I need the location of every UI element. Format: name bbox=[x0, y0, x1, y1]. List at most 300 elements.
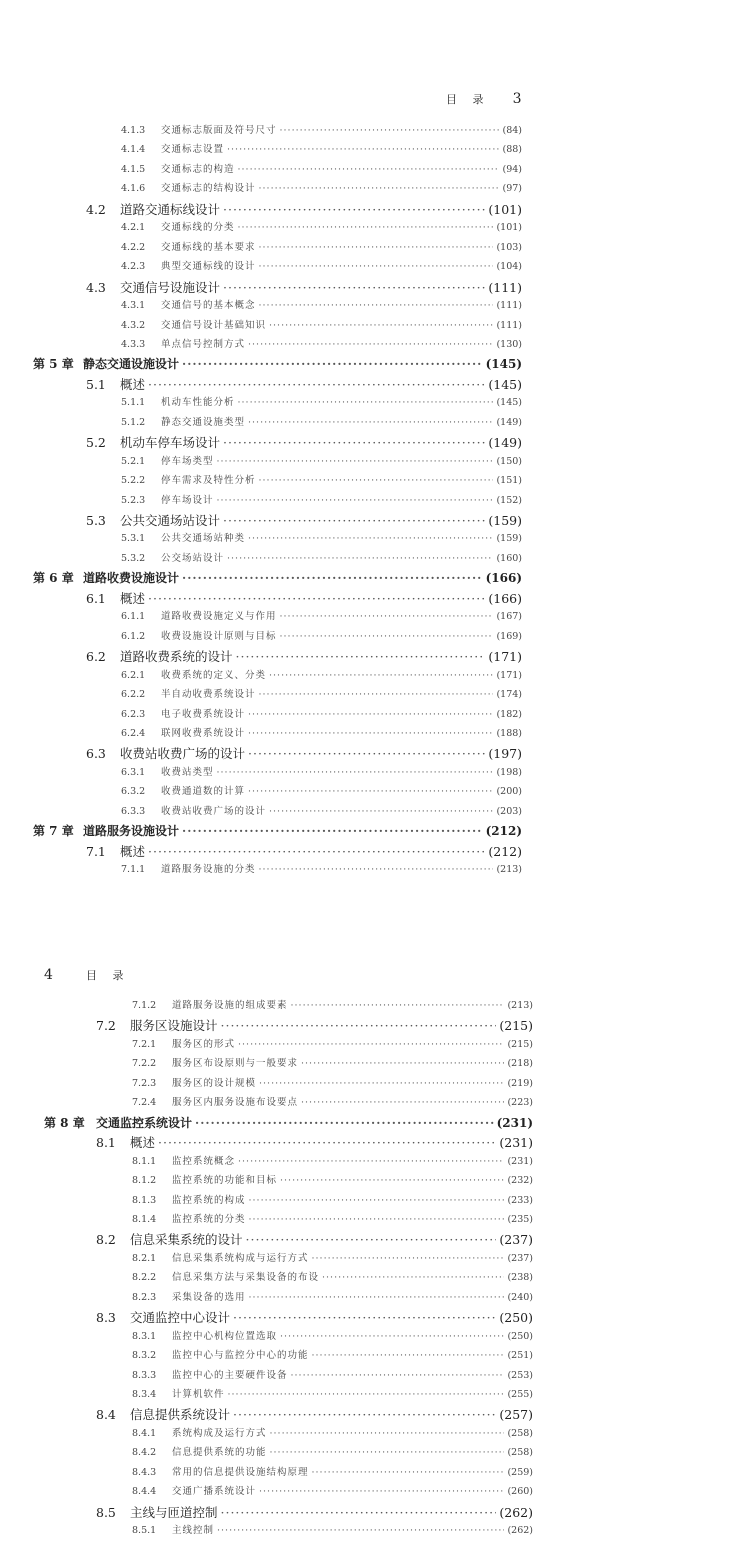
toc-entry-number: 4.1.4 bbox=[121, 144, 146, 156]
toc-entry-number: 第 5 章 bbox=[33, 357, 74, 372]
toc-entry bbox=[132, 1483, 533, 1497]
toc-entry bbox=[132, 1211, 533, 1225]
toc-entry-title: 主线控制 bbox=[172, 1525, 215, 1537]
toc-entry-title: 交通标志的结构设计 bbox=[161, 183, 256, 195]
toc-entry bbox=[86, 842, 522, 860]
dot-leader bbox=[259, 864, 494, 875]
toc-entry bbox=[86, 589, 522, 607]
toc-entry-page: (258) bbox=[507, 1447, 533, 1459]
dot-leader bbox=[148, 591, 485, 606]
toc-entry-number: 7.1.1 bbox=[121, 864, 146, 876]
toc-entry bbox=[96, 1133, 533, 1151]
toc-entry-page: (213) bbox=[507, 1000, 533, 1011]
toc-entry bbox=[132, 1172, 533, 1186]
toc-entry-number: 4.2 bbox=[86, 201, 106, 217]
toc-entry-title: 交通标志设置 bbox=[161, 144, 225, 156]
toc-entry-number: 8.1.1 bbox=[132, 1155, 157, 1167]
toc-entry-title: 概述 bbox=[130, 1135, 156, 1151]
toc-entry-page: (159) bbox=[488, 513, 522, 528]
toc-entry-page: (240) bbox=[507, 1291, 533, 1303]
toc-entry-title: 交通广播系统设计 bbox=[172, 1486, 257, 1498]
dot-leader bbox=[269, 320, 493, 331]
toc-entry-number: 7.2.1 bbox=[132, 1038, 157, 1050]
dot-leader bbox=[259, 300, 494, 311]
toc-entry-title: 公交场站设计 bbox=[161, 552, 225, 564]
toc-entry-title: 监控中心机构位置选取 bbox=[172, 1330, 278, 1342]
toc-entry-number: 8.2 bbox=[96, 1232, 116, 1248]
dot-leader bbox=[233, 1310, 496, 1325]
toc-entry-number: 5.1 bbox=[86, 376, 106, 392]
toc-entry-page: (219) bbox=[507, 1077, 533, 1089]
toc-entry-number: 4.2.2 bbox=[121, 241, 146, 253]
dot-leader bbox=[301, 1058, 504, 1069]
toc-entry-number: 4.2.3 bbox=[121, 261, 146, 273]
toc-entry-page: (251) bbox=[507, 1350, 533, 1362]
toc-entry-page: (101) bbox=[488, 201, 522, 217]
toc-entry-page: (212) bbox=[485, 824, 522, 839]
toc-entry-title: 收费设施设计原则与目标 bbox=[161, 630, 277, 642]
dot-leader bbox=[280, 125, 500, 136]
toc-entry-number: 8.4.1 bbox=[132, 1427, 157, 1439]
toc-entry-page: (169) bbox=[496, 630, 522, 642]
toc-entry bbox=[121, 550, 522, 564]
toc-entry-page: (150) bbox=[496, 455, 522, 467]
dot-leader bbox=[280, 611, 494, 622]
toc-entry-page: (171) bbox=[488, 649, 522, 665]
dot-leader bbox=[322, 1272, 504, 1283]
toc-entry-page: (231) bbox=[507, 1155, 533, 1167]
dot-leader bbox=[301, 1097, 504, 1108]
toc-entry bbox=[132, 1055, 533, 1069]
toc-entry-number: 8.2.2 bbox=[132, 1272, 157, 1284]
toc-entry-number: 8.5.1 bbox=[132, 1525, 157, 1537]
toc-entry-title: 监控系统的功能和目标 bbox=[172, 1175, 278, 1187]
toc-entry bbox=[96, 1503, 533, 1521]
toc-entry bbox=[121, 394, 522, 408]
toc-entry-number: 7.2.3 bbox=[132, 1077, 157, 1089]
toc-entry-title: 道路收费系统的设计 bbox=[120, 649, 233, 665]
toc-entry bbox=[96, 1405, 533, 1423]
toc-entry bbox=[132, 1192, 533, 1206]
toc-entry-number: 6.1 bbox=[86, 590, 106, 606]
toc-entry-page: (253) bbox=[507, 1369, 533, 1381]
dot-leader bbox=[312, 1350, 505, 1361]
dot-leader bbox=[238, 1156, 504, 1167]
toc-entry-page: (255) bbox=[507, 1389, 533, 1400]
dot-leader bbox=[148, 377, 485, 392]
dot-leader bbox=[248, 339, 493, 350]
toc-entry-title: 收费站收费广场的设计 bbox=[120, 746, 246, 762]
header-label: 目 录 bbox=[446, 93, 490, 106]
toc-entry-page: (188) bbox=[496, 727, 522, 739]
toc-entry-page: (130) bbox=[496, 338, 522, 350]
toc-entry bbox=[132, 1153, 533, 1167]
toc-entry-page: (197) bbox=[488, 746, 522, 762]
dot-leader bbox=[223, 202, 485, 217]
toc-entry-title: 采集设备的选用 bbox=[172, 1291, 246, 1303]
toc-entry bbox=[121, 706, 522, 720]
toc-entry-number: 6.1.2 bbox=[121, 630, 146, 642]
toc-entry-number: 8.1 bbox=[96, 1135, 116, 1151]
toc-entry-number: 5.1.1 bbox=[121, 397, 146, 409]
toc-entry-title: 交通标线的分类 bbox=[161, 222, 235, 234]
toc-entry bbox=[132, 1328, 533, 1342]
toc-entry-page: (213) bbox=[496, 864, 522, 876]
dot-leader bbox=[280, 1175, 504, 1186]
dot-leader bbox=[238, 397, 494, 408]
dot-leader bbox=[280, 1331, 504, 1342]
header-label: 目 录 bbox=[86, 969, 130, 982]
toc-entry-title: 概述 bbox=[120, 843, 146, 859]
toc-entry bbox=[121, 608, 522, 622]
toc-entry-number: 6.2 bbox=[86, 649, 106, 665]
toc-entry-title: 机动车停车场设计 bbox=[120, 435, 221, 451]
toc-entry-title: 信息采集系统构成与运行方式 bbox=[172, 1252, 309, 1264]
toc-entry-title: 收费系统的定义、分类 bbox=[161, 669, 267, 681]
toc-entry-number: 4.1.3 bbox=[121, 125, 146, 136]
toc-entry-page: (145) bbox=[485, 357, 522, 372]
toc-entry-page: (203) bbox=[496, 805, 522, 817]
toc-entry-title: 半自动收费系统设计 bbox=[161, 689, 256, 701]
dot-leader bbox=[223, 513, 485, 528]
toc-entry bbox=[121, 141, 522, 155]
toc-entry-number: 8.1.4 bbox=[132, 1213, 157, 1225]
dot-leader bbox=[158, 1135, 496, 1150]
toc-entry bbox=[121, 686, 522, 700]
toc-entry-title: 静态交通设施类型 bbox=[161, 416, 246, 428]
toc-entry bbox=[33, 822, 522, 839]
toc-entry-title: 联网收费系统设计 bbox=[161, 727, 246, 739]
toc-entry bbox=[132, 1367, 533, 1381]
dot-leader bbox=[223, 435, 485, 450]
toc-entry bbox=[121, 453, 522, 467]
toc-entry-title: 服务区的形式 bbox=[172, 1038, 236, 1050]
toc-entry-page: (223) bbox=[507, 1097, 533, 1109]
toc-entry-number: 7.1.2 bbox=[132, 1000, 157, 1011]
dot-leader bbox=[233, 1407, 496, 1422]
dot-leader bbox=[227, 144, 499, 155]
toc-entry bbox=[132, 1425, 533, 1439]
toc-entry-page: (238) bbox=[507, 1272, 533, 1284]
toc-entry bbox=[121, 122, 522, 136]
toc-entry-page: (111) bbox=[496, 319, 522, 331]
dot-leader bbox=[238, 164, 500, 175]
toc-entry-number: 6.2.4 bbox=[121, 727, 146, 739]
toc-entry-page: (215) bbox=[499, 1018, 533, 1034]
dot-leader bbox=[248, 533, 493, 544]
toc-entry-page: (212) bbox=[488, 843, 522, 859]
toc-entry-page: (262) bbox=[507, 1525, 533, 1537]
toc-entry-title: 电子收费系统设计 bbox=[161, 708, 246, 720]
toc-entry-title: 服务区的设计规模 bbox=[172, 1077, 257, 1089]
toc-entry-page: (250) bbox=[507, 1330, 533, 1342]
dot-leader bbox=[217, 456, 494, 467]
toc-entry-number: 6.3.1 bbox=[121, 766, 146, 778]
toc-entry-title: 道路服务设施的分类 bbox=[161, 864, 256, 876]
toc-entry-title: 常用的信息提供设施结构原理 bbox=[172, 1466, 309, 1478]
toc-entry bbox=[121, 667, 522, 681]
toc-entry-number: 8.4 bbox=[96, 1407, 116, 1423]
dot-leader bbox=[249, 1292, 505, 1303]
toc-entry-title: 道路收费设施设计 bbox=[83, 571, 180, 586]
toc-entry-title: 道路收费设施定义与作用 bbox=[161, 611, 277, 623]
dot-leader bbox=[259, 242, 494, 253]
toc-entry-number: 7.1 bbox=[86, 843, 106, 859]
toc-entry-page: (94) bbox=[502, 163, 522, 175]
toc-entry-title: 交通标志版面及符号尺寸 bbox=[161, 125, 277, 136]
toc-entry-page: (231) bbox=[496, 1115, 533, 1130]
toc-entry bbox=[132, 1522, 533, 1536]
dot-leader bbox=[259, 475, 494, 486]
toc-entry-number: 6.3 bbox=[86, 746, 106, 762]
toc-entry-number: 8.2.3 bbox=[132, 1291, 157, 1303]
toc-entry-page: (235) bbox=[507, 1213, 533, 1225]
dot-leader bbox=[238, 1039, 504, 1050]
toc-entry bbox=[132, 1250, 533, 1264]
toc-entry bbox=[121, 492, 522, 506]
toc-entry-title: 公共交通场站设计 bbox=[120, 513, 221, 528]
toc-entry-number: 8.4.2 bbox=[132, 1447, 157, 1459]
page-number: 4 bbox=[44, 967, 53, 983]
dot-leader bbox=[248, 746, 485, 761]
toc-entry bbox=[132, 1075, 533, 1089]
toc-entry-page: (84) bbox=[502, 125, 522, 136]
dot-leader bbox=[249, 1214, 505, 1225]
toc-entry bbox=[121, 336, 522, 350]
toc-entry-title: 公共交通场站种类 bbox=[161, 533, 246, 545]
toc-entry-number: 5.3 bbox=[86, 513, 106, 528]
toc-entry-title: 计算机软件 bbox=[172, 1389, 225, 1400]
page-header-bottom bbox=[44, 964, 130, 983]
toc-entry bbox=[121, 861, 522, 875]
toc-entry bbox=[96, 1230, 533, 1248]
toc-entry-page: (104) bbox=[496, 261, 522, 273]
toc-entry bbox=[121, 803, 522, 817]
toc-entry-page: (259) bbox=[507, 1466, 533, 1478]
toc-entry-title: 监控系统概念 bbox=[172, 1155, 236, 1167]
toc-entry-number: 第 6 章 bbox=[33, 571, 74, 586]
toc-entry-page: (160) bbox=[496, 552, 522, 564]
toc-entry bbox=[33, 355, 522, 372]
toc-entry-page: (262) bbox=[499, 1504, 533, 1520]
toc-entry-title: 收费站收费广场的设计 bbox=[161, 805, 267, 817]
toc-entry bbox=[132, 1347, 533, 1361]
toc-entry bbox=[132, 1269, 533, 1283]
dot-leader bbox=[269, 670, 493, 681]
toc-entry bbox=[121, 297, 522, 311]
toc-entry bbox=[132, 1444, 533, 1458]
toc-entry bbox=[132, 1289, 533, 1303]
toc-entry bbox=[121, 414, 522, 428]
toc-entry bbox=[121, 219, 522, 233]
toc-entry-title: 道路服务设施的组成要素 bbox=[172, 1000, 288, 1011]
toc-entry bbox=[132, 1464, 533, 1478]
dot-leader bbox=[270, 1428, 505, 1439]
toc-entry bbox=[86, 511, 522, 529]
toc-entry-title: 服务区内服务设施布设要点 bbox=[172, 1097, 299, 1109]
toc-entry-title: 主线与匝道控制 bbox=[130, 1504, 218, 1520]
toc-entry-number: 6.3.3 bbox=[121, 805, 146, 817]
toc-entry-title: 交通监控系统设计 bbox=[96, 1115, 193, 1130]
toc-entry-title: 信息提供系统设计 bbox=[130, 1407, 231, 1423]
toc-entry-page: (237) bbox=[507, 1252, 533, 1264]
toc-entry-number: 5.3.2 bbox=[121, 552, 146, 564]
toc-entry-page: (145) bbox=[488, 376, 522, 392]
toc-entry bbox=[33, 569, 522, 586]
toc-entry-number: 5.3.1 bbox=[121, 533, 146, 545]
toc-entry bbox=[121, 783, 522, 797]
toc-entry-number: 8.1.2 bbox=[132, 1175, 157, 1187]
toc-entry-title: 服务区设施设计 bbox=[130, 1018, 218, 1034]
dot-leader bbox=[291, 1000, 505, 1011]
toc-entry bbox=[86, 433, 522, 451]
toc-entry-page: (97) bbox=[502, 183, 522, 195]
toc-entry bbox=[86, 278, 522, 296]
toc-entry-title: 交通标线的基本要求 bbox=[161, 241, 256, 253]
toc-entry-title: 静态交通设施设计 bbox=[83, 357, 180, 372]
toc-entry-number: 7.2.2 bbox=[132, 1058, 157, 1070]
toc-entry-number: 8.3.1 bbox=[132, 1330, 157, 1342]
dot-leader bbox=[269, 806, 493, 817]
toc-entry-number: 6.3.2 bbox=[121, 786, 146, 798]
toc-entry-page: (250) bbox=[499, 1310, 533, 1326]
toc-entry-number: 5.1.2 bbox=[121, 416, 146, 428]
toc-entry bbox=[96, 1308, 533, 1326]
toc-entry-title: 系统构成及运行方式 bbox=[172, 1427, 267, 1439]
dot-leader bbox=[221, 1018, 497, 1033]
toc-entry-number: 4.3 bbox=[86, 279, 106, 295]
toc-entry bbox=[86, 647, 522, 665]
toc-entry-title: 收费通道数的计算 bbox=[161, 786, 246, 798]
toc-entry-number: 4.2.1 bbox=[121, 222, 146, 234]
dot-leader bbox=[217, 1525, 504, 1536]
toc-entry-page: (258) bbox=[507, 1427, 533, 1439]
toc-entry-number: 6.2.3 bbox=[121, 708, 146, 720]
dot-leader bbox=[259, 261, 494, 272]
dot-leader bbox=[259, 1486, 504, 1497]
toc-entry bbox=[132, 997, 533, 1011]
toc-entry-page: (152) bbox=[496, 494, 522, 506]
toc-entry-number: 4.3.2 bbox=[121, 319, 146, 331]
toc-entry-title: 监控系统的构成 bbox=[172, 1194, 246, 1206]
toc-entry-title: 典型交通标线的设计 bbox=[161, 261, 256, 273]
dot-leader bbox=[182, 571, 483, 585]
toc-entry-page: (151) bbox=[496, 475, 522, 487]
toc-entry-number: 第 8 章 bbox=[44, 1115, 85, 1130]
dot-leader bbox=[228, 1389, 505, 1400]
toc-entry bbox=[121, 258, 522, 272]
toc-entry-title: 单点信号控制方式 bbox=[161, 338, 246, 350]
toc-entry bbox=[121, 725, 522, 739]
dot-leader bbox=[227, 553, 493, 564]
dot-leader bbox=[248, 728, 493, 739]
toc-entry-number: 8.2.1 bbox=[132, 1252, 157, 1264]
toc-entry-page: (233) bbox=[507, 1194, 533, 1206]
toc-entry bbox=[132, 1036, 533, 1050]
toc-entry-title: 交通标志的构造 bbox=[161, 163, 235, 175]
toc-entry-title: 交通信号设计基础知识 bbox=[161, 319, 267, 331]
toc-entry-page: (111) bbox=[488, 279, 522, 295]
toc-entry-title: 停车场设计 bbox=[161, 494, 214, 506]
toc-entry bbox=[121, 161, 522, 175]
dot-leader bbox=[291, 1370, 505, 1381]
toc-entry-page: (159) bbox=[496, 533, 522, 545]
dot-leader bbox=[182, 357, 483, 371]
toc-entry bbox=[121, 317, 522, 331]
toc-entry-title: 交通信号的基本概念 bbox=[161, 300, 256, 312]
toc-entry-title: 概述 bbox=[120, 590, 146, 606]
toc-entry bbox=[44, 1114, 533, 1131]
toc-entry-title: 收费站类型 bbox=[161, 766, 214, 778]
toc-entry-number: 5.2.2 bbox=[121, 475, 146, 487]
toc-entry-page: (171) bbox=[496, 669, 522, 681]
toc-entry bbox=[132, 1094, 533, 1108]
dot-leader bbox=[270, 1447, 505, 1458]
toc-entry-number: 4.3.1 bbox=[121, 300, 146, 312]
toc-entry-number: 7.2.4 bbox=[132, 1097, 157, 1109]
toc-entry bbox=[121, 472, 522, 486]
dot-leader bbox=[259, 183, 500, 194]
toc-entry-page: (237) bbox=[499, 1232, 533, 1248]
toc-entry-number: 4.1.5 bbox=[121, 163, 146, 175]
toc-entry-page: (257) bbox=[499, 1407, 533, 1423]
toc-entry bbox=[121, 764, 522, 778]
toc-entry-number: 6.2.2 bbox=[121, 689, 146, 701]
toc-entry-title: 监控中心与监控分中心的功能 bbox=[172, 1350, 309, 1362]
toc-entry-page: (149) bbox=[488, 435, 522, 451]
toc-entry-title: 交通监控中心设计 bbox=[130, 1310, 231, 1326]
toc-entry-number: 第 7 章 bbox=[33, 824, 74, 839]
toc-entry bbox=[132, 1386, 533, 1400]
dot-leader bbox=[248, 417, 493, 428]
dot-leader bbox=[312, 1467, 505, 1478]
dot-leader bbox=[280, 631, 494, 642]
toc-entry-page: (231) bbox=[499, 1135, 533, 1151]
toc-entry-page: (145) bbox=[496, 397, 522, 409]
toc-entry-title: 信息提供系统的功能 bbox=[172, 1447, 267, 1459]
dot-leader bbox=[259, 1078, 504, 1089]
dot-leader bbox=[248, 709, 493, 720]
dot-leader bbox=[221, 1505, 497, 1520]
dot-leader bbox=[223, 280, 485, 295]
toc-entry-number: 7.2 bbox=[96, 1018, 116, 1034]
toc-entry-title: 服务区布设原则与一般要求 bbox=[172, 1058, 299, 1070]
toc-entry bbox=[121, 180, 522, 194]
toc-entry-page: (166) bbox=[488, 590, 522, 606]
toc-entry-page: (218) bbox=[507, 1058, 533, 1070]
toc-entry-title: 道路交通标线设计 bbox=[120, 201, 221, 217]
toc-entry bbox=[86, 744, 522, 762]
toc-entry-page: (166) bbox=[485, 571, 522, 586]
toc-entry-page: (200) bbox=[496, 786, 522, 798]
toc-entry-page: (174) bbox=[496, 689, 522, 701]
toc-entry-title: 停车场类型 bbox=[161, 455, 214, 467]
toc-entry-title: 停车需求及特性分析 bbox=[161, 475, 256, 487]
toc-entry-page: (198) bbox=[496, 766, 522, 778]
dot-leader bbox=[217, 495, 494, 506]
toc-entry bbox=[121, 628, 522, 642]
toc-entry-number: 6.2.1 bbox=[121, 669, 146, 681]
toc-entry-number: 8.1.3 bbox=[132, 1194, 157, 1206]
toc-entry-page: (215) bbox=[507, 1038, 533, 1050]
toc-entry-title: 交通信号设施设计 bbox=[120, 279, 221, 295]
toc-entry-page: (260) bbox=[507, 1486, 533, 1498]
toc-entry-page: (103) bbox=[496, 241, 522, 253]
page-number: 3 bbox=[512, 91, 522, 107]
dot-leader bbox=[259, 689, 494, 700]
toc-entry-number: 8.5 bbox=[96, 1504, 116, 1520]
toc-entry-number: 4.1.6 bbox=[121, 183, 146, 195]
